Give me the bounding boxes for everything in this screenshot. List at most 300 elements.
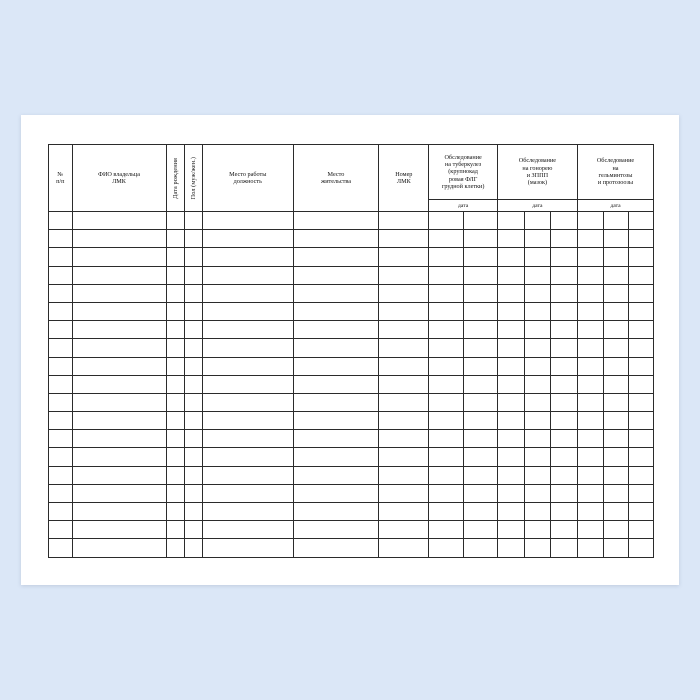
table-cell[interactable] [72,248,166,266]
table-row[interactable] [49,430,654,448]
table-cell[interactable] [524,357,551,375]
table-cell[interactable] [202,393,293,411]
table-cell[interactable] [497,375,524,393]
table-cell[interactable] [49,466,73,484]
table-cell[interactable] [497,393,524,411]
table-cell[interactable] [184,448,202,466]
table-cell[interactable] [463,430,497,448]
table-cell[interactable] [49,212,73,230]
table-cell[interactable] [166,393,184,411]
table-cell[interactable] [166,448,184,466]
table-cell[interactable] [577,484,603,502]
table-cell[interactable] [577,503,603,521]
table-cell[interactable] [524,321,551,339]
table-cell[interactable] [166,484,184,502]
table-cell[interactable] [379,357,429,375]
table-cell[interactable] [524,375,551,393]
table-cell[interactable] [577,266,603,284]
table-row[interactable] [49,321,654,339]
table-cell[interactable] [524,539,551,557]
table-cell[interactable] [551,230,578,248]
table-cell[interactable] [166,212,184,230]
table-cell[interactable] [72,339,166,357]
table-cell[interactable] [629,212,654,230]
table-cell[interactable] [184,430,202,448]
table-cell[interactable] [551,212,578,230]
table-cell[interactable] [551,339,578,357]
table-cell[interactable] [603,321,629,339]
table-cell[interactable] [429,521,463,539]
table-cell[interactable] [497,321,524,339]
table-cell[interactable] [184,412,202,430]
table-cell[interactable] [379,430,429,448]
table-cell[interactable] [293,466,379,484]
table-cell[interactable] [202,466,293,484]
table-cell[interactable] [603,412,629,430]
table-cell[interactable] [379,393,429,411]
table-cell[interactable] [166,339,184,357]
table-cell[interactable] [524,248,551,266]
table-cell[interactable] [524,266,551,284]
table-cell[interactable] [463,284,497,302]
table-row[interactable] [49,448,654,466]
table-cell[interactable] [463,503,497,521]
table-cell[interactable] [497,230,524,248]
table-cell[interactable] [379,448,429,466]
table-cell[interactable] [184,212,202,230]
table-cell[interactable] [379,466,429,484]
table-cell[interactable] [379,212,429,230]
table-cell[interactable] [497,212,524,230]
table-cell[interactable] [429,321,463,339]
table-cell[interactable] [49,321,73,339]
table-cell[interactable] [524,339,551,357]
table-cell[interactable] [577,539,603,557]
table-cell[interactable] [166,521,184,539]
table-cell[interactable] [379,321,429,339]
table-cell[interactable] [577,357,603,375]
table-cell[interactable] [166,302,184,320]
table-cell[interactable] [577,375,603,393]
table-cell[interactable] [429,357,463,375]
table-cell[interactable] [72,484,166,502]
table-cell[interactable] [463,248,497,266]
table-cell[interactable] [603,302,629,320]
table-cell[interactable] [524,212,551,230]
table-cell[interactable] [603,266,629,284]
table-cell[interactable] [184,248,202,266]
table-cell[interactable] [49,539,73,557]
table-cell[interactable] [629,503,654,521]
table-cell[interactable] [629,521,654,539]
table-cell[interactable] [166,412,184,430]
table-cell[interactable] [524,393,551,411]
table-cell[interactable] [166,284,184,302]
table-cell[interactable] [524,466,551,484]
table-cell[interactable] [49,284,73,302]
table-cell[interactable] [72,448,166,466]
table-cell[interactable] [72,503,166,521]
table-cell[interactable] [202,375,293,393]
table-row[interactable] [49,212,654,230]
table-cell[interactable] [202,484,293,502]
table-cell[interactable] [429,430,463,448]
table-row[interactable] [49,503,654,521]
table-cell[interactable] [184,539,202,557]
table-cell[interactable] [524,284,551,302]
table-cell[interactable] [293,521,379,539]
table-cell[interactable] [524,484,551,502]
table-cell[interactable] [379,230,429,248]
table-cell[interactable] [551,302,578,320]
table-cell[interactable] [49,302,73,320]
table-cell[interactable] [293,430,379,448]
table-cell[interactable] [577,466,603,484]
table-cell[interactable] [72,230,166,248]
table-cell[interactable] [202,521,293,539]
table-cell[interactable] [429,212,463,230]
table-cell[interactable] [497,357,524,375]
table-cell[interactable] [463,521,497,539]
table-cell[interactable] [202,357,293,375]
table-cell[interactable] [429,503,463,521]
table-cell[interactable] [166,357,184,375]
table-cell[interactable] [166,430,184,448]
table-cell[interactable] [293,302,379,320]
table-cell[interactable] [379,412,429,430]
table-cell[interactable] [429,466,463,484]
table-cell[interactable] [429,448,463,466]
table-cell[interactable] [463,448,497,466]
table-cell[interactable] [202,412,293,430]
table-cell[interactable] [463,466,497,484]
table-cell[interactable] [184,339,202,357]
table-cell[interactable] [49,266,73,284]
table-cell[interactable] [72,266,166,284]
table-cell[interactable] [184,484,202,502]
table-cell[interactable] [379,302,429,320]
table-cell[interactable] [577,430,603,448]
table-cell[interactable] [629,321,654,339]
table-row[interactable] [49,339,654,357]
table-cell[interactable] [603,230,629,248]
table-cell[interactable] [603,393,629,411]
table-cell[interactable] [551,284,578,302]
table-cell[interactable] [497,266,524,284]
table-cell[interactable] [497,284,524,302]
table-cell[interactable] [524,230,551,248]
table-cell[interactable] [577,284,603,302]
table-cell[interactable] [551,466,578,484]
table-cell[interactable] [293,321,379,339]
table-cell[interactable] [49,503,73,521]
table-cell[interactable] [429,284,463,302]
table-cell[interactable] [497,521,524,539]
table-cell[interactable] [463,302,497,320]
table-cell[interactable] [379,284,429,302]
table-cell[interactable] [463,393,497,411]
table-cell[interactable] [72,212,166,230]
table-cell[interactable] [202,339,293,357]
table-cell[interactable] [49,484,73,502]
table-cell[interactable] [379,503,429,521]
table-cell[interactable] [202,503,293,521]
table-cell[interactable] [463,484,497,502]
table-cell[interactable] [429,230,463,248]
table-cell[interactable] [577,339,603,357]
table-cell[interactable] [49,375,73,393]
table-cell[interactable] [603,466,629,484]
table-cell[interactable] [49,521,73,539]
table-cell[interactable] [184,375,202,393]
table-cell[interactable] [166,266,184,284]
table-cell[interactable] [184,357,202,375]
table-cell[interactable] [463,539,497,557]
table-cell[interactable] [429,248,463,266]
table-cell[interactable] [551,539,578,557]
table-cell[interactable] [202,248,293,266]
table-cell[interactable] [379,375,429,393]
table-cell[interactable] [293,448,379,466]
table-cell[interactable] [429,539,463,557]
table-cell[interactable] [184,393,202,411]
table-cell[interactable] [49,230,73,248]
table-cell[interactable] [524,503,551,521]
table-row[interactable] [49,466,654,484]
table-cell[interactable] [551,266,578,284]
table-row[interactable] [49,484,654,502]
table-cell[interactable] [551,448,578,466]
table-cell[interactable] [524,430,551,448]
table-cell[interactable] [72,430,166,448]
table-cell[interactable] [629,412,654,430]
table-cell[interactable] [629,539,654,557]
table-cell[interactable] [603,357,629,375]
table-cell[interactable] [184,466,202,484]
table-cell[interactable] [463,412,497,430]
table-cell[interactable] [524,302,551,320]
table-cell[interactable] [429,484,463,502]
table-cell[interactable] [577,302,603,320]
table-cell[interactable] [629,484,654,502]
table-cell[interactable] [577,521,603,539]
table-cell[interactable] [202,539,293,557]
table-cell[interactable] [49,339,73,357]
table-cell[interactable] [497,339,524,357]
table-cell[interactable] [293,412,379,430]
table-cell[interactable] [551,375,578,393]
table-cell[interactable] [551,357,578,375]
table-cell[interactable] [202,266,293,284]
table-cell[interactable] [603,248,629,266]
table-cell[interactable] [293,248,379,266]
table-row[interactable] [49,521,654,539]
table-cell[interactable] [629,448,654,466]
table-cell[interactable] [577,393,603,411]
table-cell[interactable] [49,448,73,466]
table-cell[interactable] [429,266,463,284]
table-cell[interactable] [293,484,379,502]
table-cell[interactable] [629,339,654,357]
table-cell[interactable] [603,503,629,521]
table-cell[interactable] [49,357,73,375]
table-cell[interactable] [202,430,293,448]
table-cell[interactable] [184,266,202,284]
table-cell[interactable] [497,430,524,448]
table-cell[interactable] [429,375,463,393]
table-cell[interactable] [524,412,551,430]
table-cell[interactable] [629,284,654,302]
table-cell[interactable] [429,393,463,411]
table-cell[interactable] [497,448,524,466]
table-cell[interactable] [577,448,603,466]
table-cell[interactable] [497,302,524,320]
table-cell[interactable] [293,339,379,357]
table-cell[interactable] [166,375,184,393]
table-cell[interactable] [293,375,379,393]
table-cell[interactable] [184,230,202,248]
table-cell[interactable] [72,521,166,539]
table-cell[interactable] [202,448,293,466]
table-cell[interactable] [603,484,629,502]
table-cell[interactable] [497,503,524,521]
table-row[interactable] [49,284,654,302]
table-row[interactable] [49,539,654,557]
table-cell[interactable] [184,302,202,320]
table-cell[interactable] [293,393,379,411]
table-cell[interactable] [166,503,184,521]
table-cell[interactable] [629,357,654,375]
table-cell[interactable] [551,503,578,521]
table-cell[interactable] [72,302,166,320]
table-cell[interactable] [429,339,463,357]
table-cell[interactable] [429,302,463,320]
table-cell[interactable] [603,284,629,302]
table-cell[interactable] [463,375,497,393]
table-cell[interactable] [166,321,184,339]
table-cell[interactable] [497,412,524,430]
table-cell[interactable] [577,321,603,339]
table-cell[interactable] [524,521,551,539]
table-cell[interactable] [551,412,578,430]
table-cell[interactable] [72,412,166,430]
table-cell[interactable] [293,503,379,521]
table-cell[interactable] [603,521,629,539]
table-cell[interactable] [166,230,184,248]
table-cell[interactable] [72,357,166,375]
table-cell[interactable] [463,266,497,284]
table-cell[interactable] [603,448,629,466]
table-cell[interactable] [379,266,429,284]
table-cell[interactable] [202,321,293,339]
table-cell[interactable] [629,248,654,266]
table-cell[interactable] [497,539,524,557]
table-cell[interactable] [293,539,379,557]
table-cell[interactable] [463,230,497,248]
table-cell[interactable] [577,412,603,430]
table-cell[interactable] [551,430,578,448]
table-cell[interactable] [577,212,603,230]
table-cell[interactable] [463,212,497,230]
table-cell[interactable] [72,393,166,411]
table-cell[interactable] [629,466,654,484]
table-cell[interactable] [551,393,578,411]
table-cell[interactable] [293,212,379,230]
table-cell[interactable] [629,393,654,411]
table-cell[interactable] [629,430,654,448]
table-cell[interactable] [524,448,551,466]
table-row[interactable] [49,412,654,430]
table-cell[interactable] [49,430,73,448]
table-cell[interactable] [629,266,654,284]
table-cell[interactable] [463,339,497,357]
table-cell[interactable] [166,248,184,266]
table-cell[interactable] [202,284,293,302]
table-cell[interactable] [379,484,429,502]
table-row[interactable] [49,266,654,284]
table-cell[interactable] [202,230,293,248]
table-cell[interactable] [72,539,166,557]
table-cell[interactable] [603,339,629,357]
table-cell[interactable] [379,539,429,557]
table-row[interactable] [49,357,654,375]
table-cell[interactable] [551,484,578,502]
table-cell[interactable] [497,466,524,484]
table-cell[interactable] [379,339,429,357]
table-row[interactable] [49,230,654,248]
table-cell[interactable] [629,375,654,393]
table-cell[interactable] [184,503,202,521]
table-cell[interactable] [293,230,379,248]
table-cell[interactable] [166,466,184,484]
table-cell[interactable] [72,321,166,339]
table-cell[interactable] [551,521,578,539]
table-cell[interactable] [463,321,497,339]
table-cell[interactable] [202,302,293,320]
table-row[interactable] [49,302,654,320]
table-cell[interactable] [202,212,293,230]
table-cell[interactable] [629,302,654,320]
table-cell[interactable] [577,248,603,266]
table-cell[interactable] [603,539,629,557]
table-cell[interactable] [293,357,379,375]
table-row[interactable] [49,393,654,411]
table-cell[interactable] [293,266,379,284]
table-cell[interactable] [49,393,73,411]
table-cell[interactable] [603,430,629,448]
table-cell[interactable] [497,248,524,266]
table-cell[interactable] [184,321,202,339]
table-cell[interactable] [184,284,202,302]
table-cell[interactable] [72,375,166,393]
table-cell[interactable] [463,357,497,375]
table-cell[interactable] [184,521,202,539]
table-cell[interactable] [379,248,429,266]
table-cell[interactable] [72,284,166,302]
table-cell[interactable] [379,521,429,539]
table-cell[interactable] [49,412,73,430]
table-cell[interactable] [603,375,629,393]
table-cell[interactable] [551,248,578,266]
table-cell[interactable] [49,248,73,266]
table-row[interactable] [49,375,654,393]
table-cell[interactable] [72,466,166,484]
table-cell[interactable] [603,212,629,230]
table-cell[interactable] [497,484,524,502]
table-cell[interactable] [629,230,654,248]
table-cell[interactable] [577,230,603,248]
table-cell[interactable] [551,321,578,339]
